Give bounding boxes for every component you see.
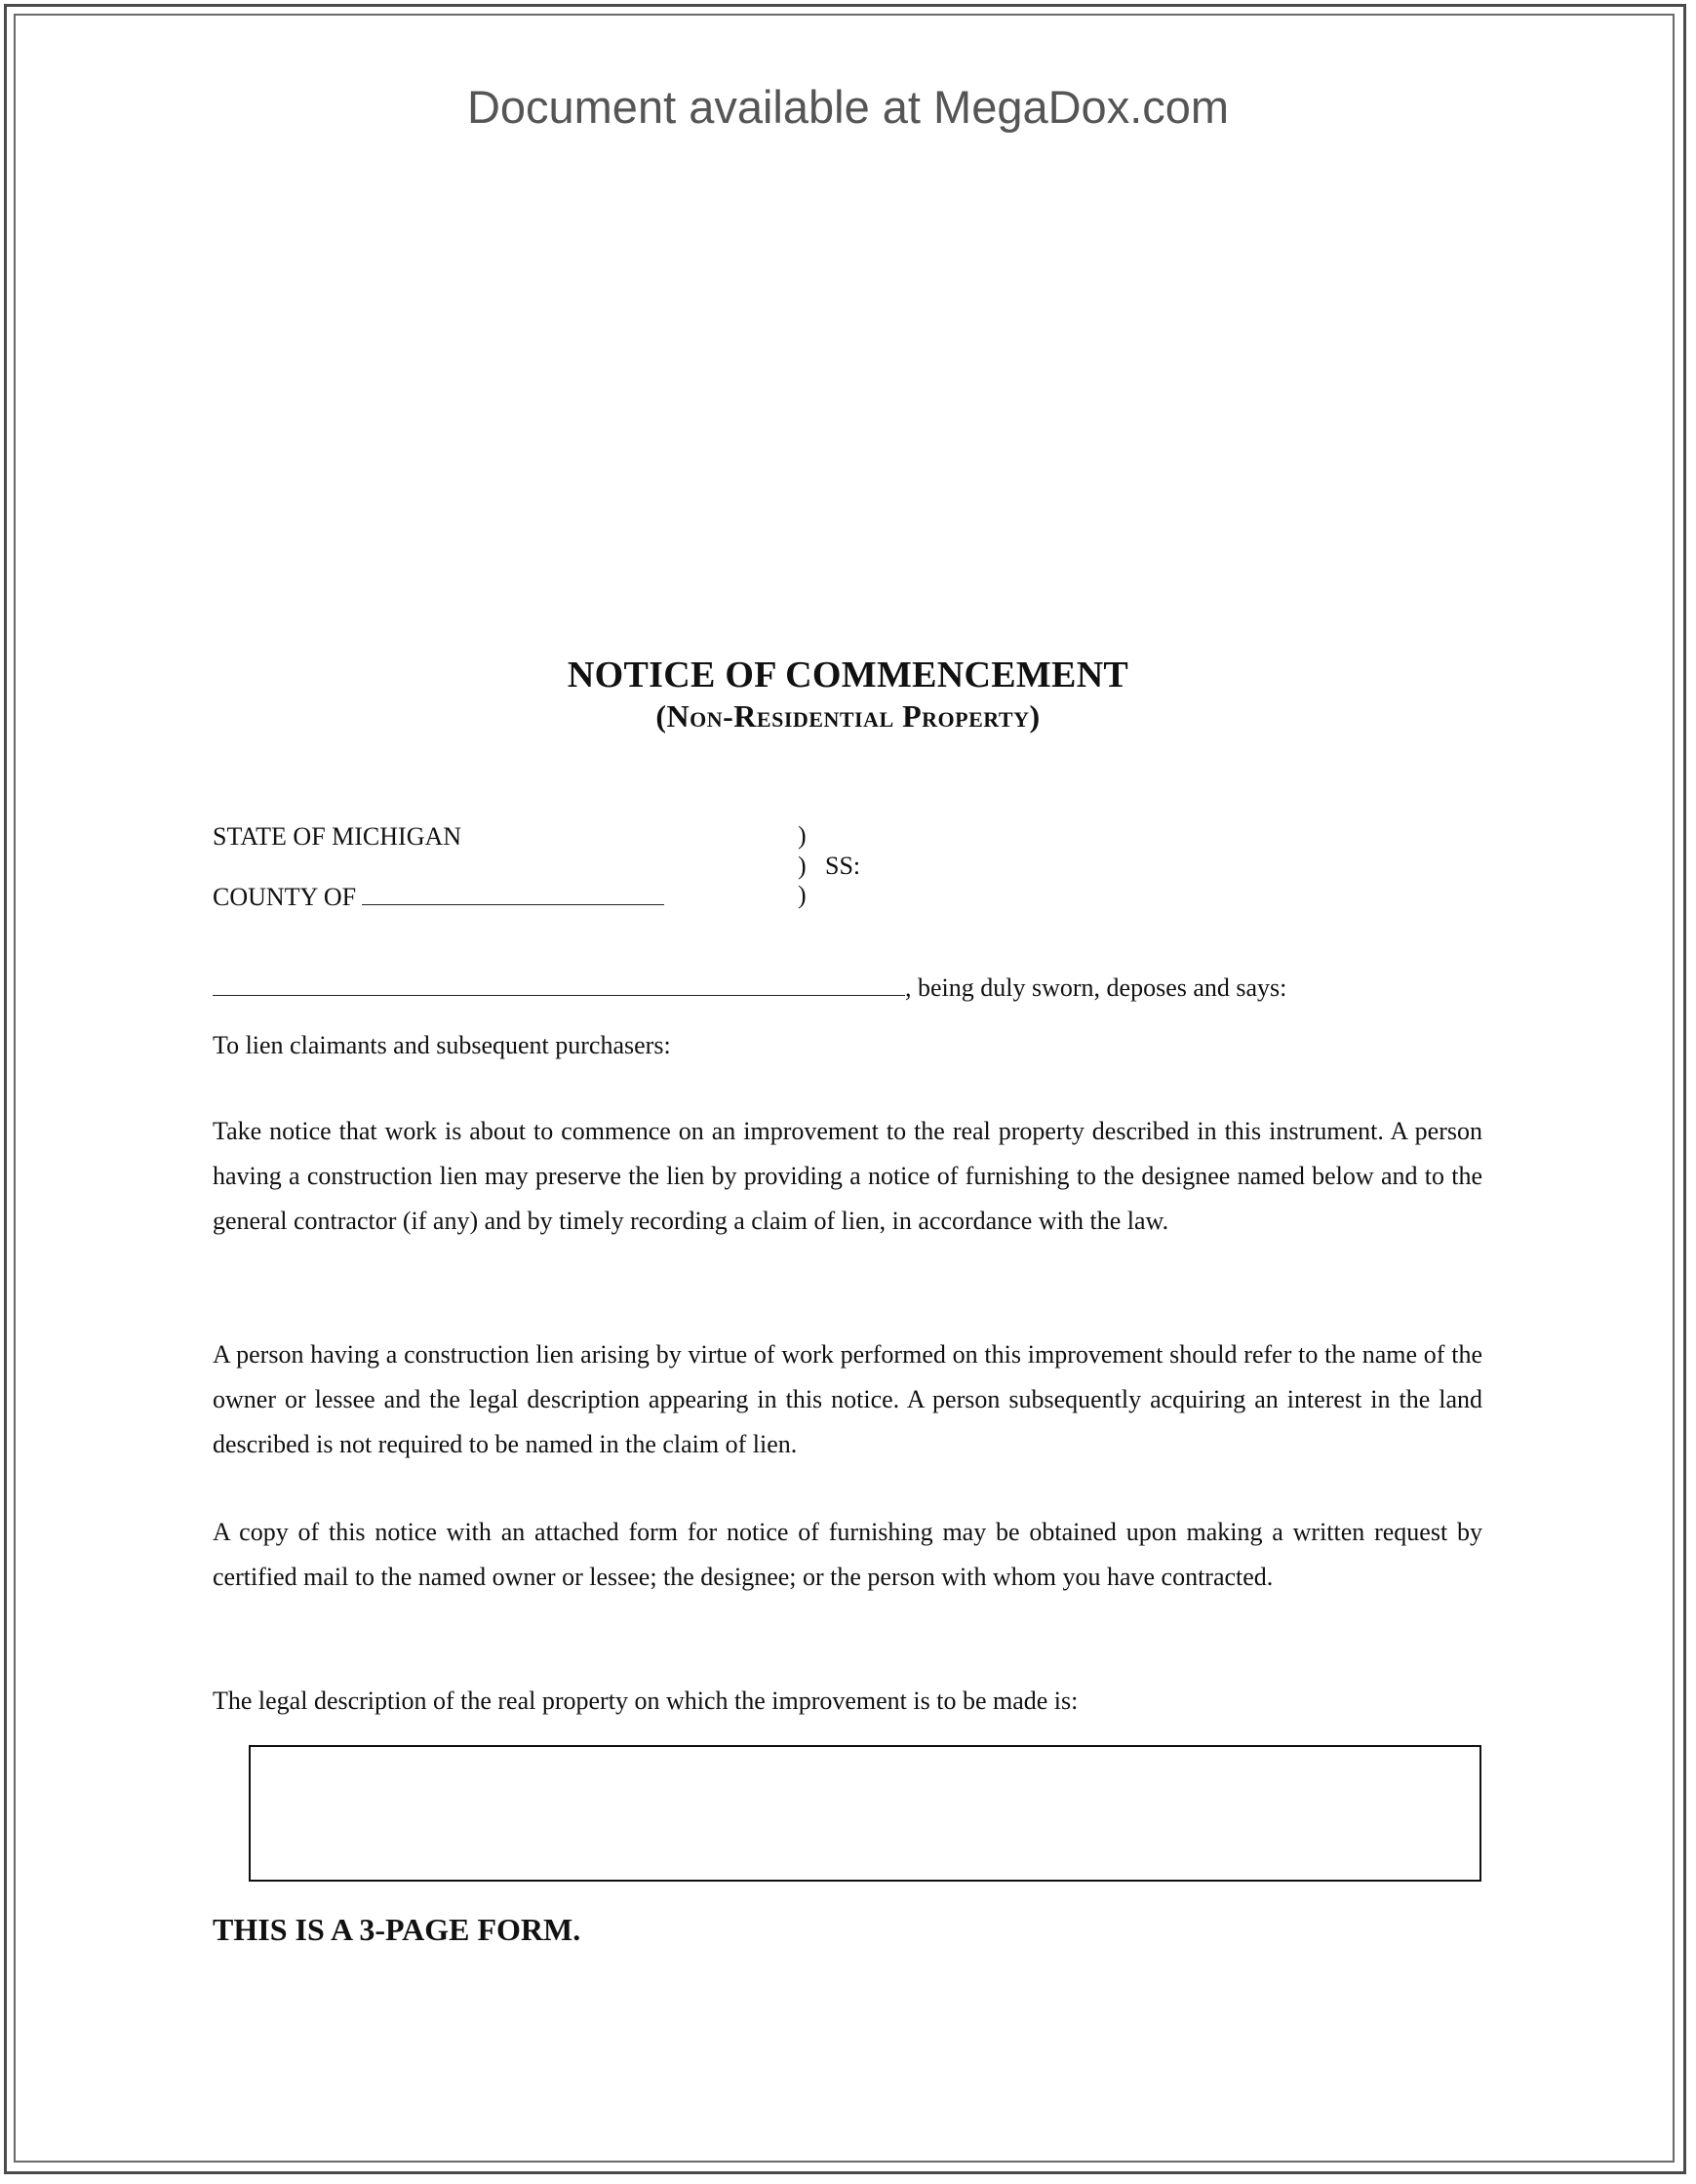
deponent-line — [213, 972, 1286, 1003]
county-line — [213, 881, 664, 912]
state-label: STATE OF MICHIGAN — [213, 822, 462, 851]
deponent-suffix: , being duly sworn, deposes and says: — [905, 973, 1287, 1002]
legal-description-intro: The legal description of the real property on which the improvement is to be made is: — [213, 1687, 1079, 1715]
venue-paren-bottom: ) — [798, 881, 807, 909]
paragraph-copy-request: A copy of this notice with an attached form for notice of furnishing may be obtained upon making a written request by certified mail to the named owner or lessee; the designee; or the person with whom you have contracted. — [213, 1518, 1482, 1591]
deponent-blank-field[interactable] — [213, 972, 905, 996]
legal-description-box[interactable] — [249, 1745, 1481, 1882]
paragraph-notice: Take notice that work is about to commence on an improvement to the real property described in this instrument. A person having a construction lien may preserve the lien by providing a notice of furnishing to the designee named below and to the general contractor (if any) and by timely recording a claim of lien, in accordance with the law. — [213, 1117, 1482, 1235]
addressee: To lien claimants and subsequent purchasers: — [213, 1031, 671, 1059]
page-count-note: THIS IS A 3-PAGE FORM. — [213, 1912, 581, 1947]
county-label: COUNTY OF — [213, 883, 357, 911]
document-subtitle: (Non-Residential Property) — [655, 698, 1041, 734]
venue-paren-top: ) — [798, 821, 807, 850]
ss-label: SS: — [825, 852, 861, 880]
watermark: Document available at MegaDox.com — [466, 81, 1230, 133]
document-title: NOTICE OF COMMENCEMENT — [567, 655, 1129, 695]
paragraph-lien-reference: A person having a construction lien arising by virtue of work performed on this improvement should refer to the name of the owner or lessee and the legal description appearing in this notice. A person subsequently acquiring an interest in the land described is not required to be named in the claim of lien. — [213, 1340, 1482, 1458]
venue-paren-middle: ) — [798, 852, 807, 880]
county-blank-field[interactable] — [362, 881, 664, 905]
